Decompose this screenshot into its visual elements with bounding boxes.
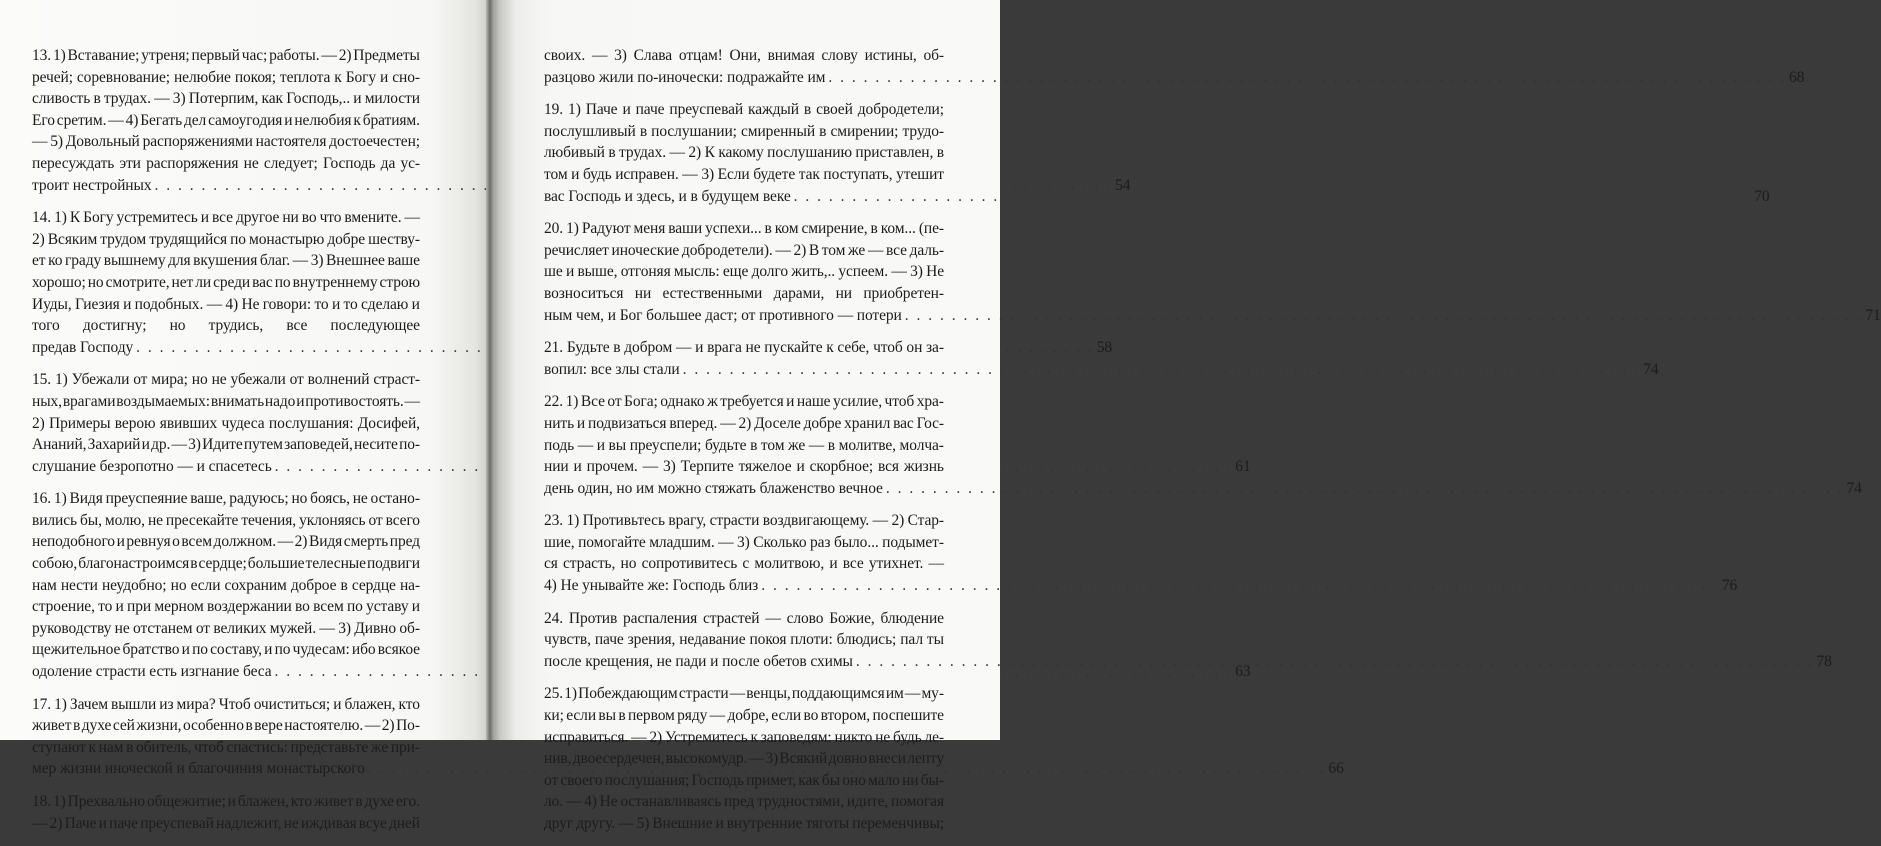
page-number: 58 — [1096, 338, 1113, 356]
toc-entry-text: троит нестройных — [32, 176, 152, 194]
toc-entry-line: ступают к нам в обитель, чтоб спастись: представьте же при- — [32, 738, 420, 756]
toc-entry-line: 17. 1) Зачем вышли из мира? Чтоб очиститься; и блажен, кто — [32, 695, 420, 713]
book-gutter — [486, 0, 494, 740]
toc-entry-line: 24. Против распаления страстей — слово Божие, блюдение — [544, 609, 944, 627]
toc-entry-last-line — [544, 359, 1659, 381]
page-number: 71 — [1865, 306, 1881, 324]
toc-entry-line: 2) Всяким трудом трудящийся по монастырю добре шеству- — [32, 230, 420, 248]
toc-entry-line: 2) Примеры верою явивших чудеса послушания: Досифей, — [32, 414, 420, 432]
toc-entry-line: 20. 1) Радуют меня ваши успехи... в ком смирение, в ком... (пе- — [544, 220, 944, 238]
toc-entry-text: предав Господу — [32, 338, 134, 356]
toc-entry-line: 25. 1) Побеждающим страсти — венцы, поддающимся им — му- — [544, 685, 944, 703]
toc-entry-line: возноситься ни естественными дарами, ни приобретен- — [544, 284, 944, 302]
toc-entry-line: нии и прочем. — 3) Терпите тяжелое и скорбное; вся жизнь — [544, 458, 944, 476]
toc-entry-line: неподобного и ревнуя о всем должном. — 2) Видя смерть пред — [32, 533, 420, 551]
toc-entry-line: нить и подвизаться вперед. — 2) Доселе добре хранил вас Гос- — [544, 414, 944, 432]
toc-entry-line: сливость в трудах. — 3) Потерпим, как Господь,.. и милости — [32, 90, 420, 108]
toc-entry-line: — 2) Паче и паче преуспевай надлежит, не иждивая всуе дней — [32, 814, 420, 832]
toc-entry-line: собою, благонастроимся в сердце; большие телесные подвиги — [32, 555, 420, 573]
toc-entry-line: своих. — 3) Слава отцам! Они, внимая слову истины, об- — [544, 47, 944, 64]
toc-entry-line: Его сретим. — 4) Бегать дел самоугодия и нелюбия к братиям. — [32, 111, 420, 129]
toc-entry-line: вились бы, молю, не пресекайте течения, уклоняясь от всего — [32, 511, 420, 529]
toc-entry-line: ше и выше, отгоняя мысль: еще долго жить,.. успеем. — 3) Не — [544, 263, 944, 281]
toc-entry-line: нам нести неудобно; но если сохраним доброе в сердце на- — [32, 576, 420, 594]
toc-entry-line: руководству не отстанем от великих мужей. — 3) Дивно об- — [32, 619, 420, 637]
toc-entry-line: 13. 1) Вставание; утреня; первый час; работы. — 2) Предметы — [32, 47, 420, 64]
toc-entry-line: 22. 1) Все от Бога; однако ж требуется и наше усилие, чтоб хра- — [544, 393, 944, 411]
page-number: 74 — [1846, 479, 1862, 497]
toc-entry-line: 16. 1) Видя преуспеяние ваше, радуюсь; но боясь, не остано- — [32, 490, 420, 508]
toc-entry-line: подь — и вы преуспели; будьте в том же — в молитве, молча- — [544, 436, 944, 454]
toc-entry-line: ло. — 4) Не останавливаясь пред трудностями, идите, помогая — [544, 793, 944, 811]
toc-entry-line: чувств, паче зрения, недавание покоя плоти: блюдись; пал ты — [544, 631, 944, 649]
toc-entry-text: 4) Не унывайте же: Господь близ — [544, 577, 759, 595]
toc-entry-text: ным чем, и Бог большее даст; от противного — потери — [544, 306, 902, 324]
toc-entry-line: речей; соревнование; нелюбие покоя; теплота к Богу и сно- — [32, 68, 420, 86]
toc-entry-last-line — [544, 575, 1738, 597]
toc-entry-line: 19. 1) Паче и паче преуспевай каждый в своей добродетели; — [544, 101, 944, 119]
page-number: 70 — [1754, 187, 1770, 205]
toc-entry-last-line — [544, 305, 1881, 327]
toc-entry-text: мер жизни иноческой и благочиния монастырского — [32, 760, 365, 778]
dot-leader — [683, 359, 1641, 381]
dot-leader — [856, 651, 1814, 673]
toc-entry-text: одоление страсти есть изгнание беса — [32, 663, 272, 681]
page-number: 74 — [1643, 360, 1659, 378]
page-number: 63 — [1235, 663, 1251, 681]
toc-entry-line: друг другу. — 5) Внешние и внутренние тяготы переменчивы; — [544, 815, 944, 832]
page-number: 66 — [1328, 760, 1344, 778]
toc-entry-line: ет ко граду вышнему для вкушения благ. — 3) Внешнее ваше — [32, 252, 420, 270]
toc-entry-line: ки; если вы в первом ряду — добре, если во втором, поспешите — [544, 707, 944, 725]
dot-leader — [905, 305, 1863, 327]
toc-entry-text: день один, но им можно стяжать блаженство вечное — [544, 479, 883, 497]
toc-entry-line: строение, то и при мерном воздержании во всем по уставу и — [32, 598, 420, 616]
toc-entry-line: нив, двоесердечен, высокомудр. — 3) Всякий довно внеси лепту — [544, 750, 944, 768]
toc-entry-line: пересуждать эти распоряжения не следует; Господь да ус- — [32, 154, 420, 172]
toc-entry-last-line — [544, 186, 1770, 208]
toc-entry-line: 21. Будьте в добром — и врага не пускайте к себе, чтоб он за- — [544, 339, 944, 357]
toc-entry-line: хорошо; но смотрите, нет ли среди вас по внутреннему строю — [32, 273, 420, 291]
toc-entry-line: от своего послушания; Господь примет, как бы оно мало ни бы- — [544, 771, 944, 789]
page-number: 68 — [1789, 68, 1805, 86]
dot-leader — [761, 575, 1719, 597]
toc-entry-last-line — [544, 478, 1862, 500]
toc-entry-last-line — [544, 67, 1805, 89]
toc-entry — [544, 218, 1881, 326]
toc-entry — [32, 791, 420, 834]
dot-leader — [886, 478, 1844, 500]
toc-entry-line: Ананий, Захарий и др. — 3) Идите путем заповедей, несите по- — [32, 436, 420, 454]
toc-entry — [544, 683, 944, 834]
toc-entry-line: послушливый в послушании; смиренный в смирении; трудо- — [544, 122, 944, 140]
toc-entry-line: 23. 1) Противьтесь врагу, страсти воздвигающему. — 2) Стар- — [544, 512, 944, 530]
toc-entry-line: Иуды, Гиезия и подобных. — 4) Не говори: то и то сделаю и — [32, 295, 420, 313]
page-number: 54 — [1115, 176, 1131, 194]
page-number: 78 — [1816, 652, 1832, 670]
toc-entry-line: исправиться. — 2) Устремитесь к заповедям: никто не будь ле- — [544, 728, 944, 746]
toc-entry-line: ся страсть, но сопротивитесь с молитвою, и все утихнет. — — [544, 555, 944, 573]
page-number: 61 — [1235, 457, 1251, 475]
toc-entry-line: ных, врагами воздымаемых: внимать надо и противостоять. — — [32, 392, 420, 410]
toc-entry-text: вас Господь и здесь, и в будущем веке — [544, 187, 791, 205]
dot-leader — [794, 186, 1752, 208]
toc-entry — [544, 45, 1805, 88]
toc-entry-text: вопил: все злы стали — [544, 360, 680, 378]
toc-entry-line: щежительное братство и по составу, и по чудесам: ибо всякое — [32, 641, 420, 659]
toc-entry-text: слушание безропотно — и спасетесь — [32, 457, 272, 475]
toc-entry-line: того достигну; но трудись, все последующее — [32, 317, 420, 335]
toc-entry-line: любивый в трудах. — 2) К какому послушанию приставлен, в — [544, 144, 944, 162]
toc-entry-line: 18. 1) Прехвально общежитие; и блажен, кто живет в духе его. — [32, 793, 420, 810]
dot-leader — [828, 67, 1786, 89]
toc-entry-line: — 5) Довольный распоряжениями настоятеля достоечестен; — [32, 133, 420, 151]
toc-entry-line: шие, помогайте младшим. — 3) Сколько раз было... подымет- — [544, 533, 944, 551]
toc-entry-line: 14. 1) К Богу устремитесь и все другое ни во что вмените. — — [32, 209, 420, 227]
page-number: 76 — [1721, 577, 1738, 595]
toc-entry-line: речисляет иноческие добродетели). — 2) В том же — все даль- — [544, 241, 944, 259]
toc-entry-text: разцово жили по-иночески: подражайте им — [544, 68, 826, 86]
toc-entry-text: после крещения, не пади и после обетов схимы — [544, 652, 853, 670]
toc-entry-line: 15. 1) Убежали от мира; но не убежали от волнений страст- — [32, 371, 420, 389]
toc-entry-line: живет в духе сей жизни, особенно в вере настоятелю. — 2) По- — [32, 717, 420, 735]
toc-entry — [544, 510, 1738, 596]
toc-entry-line: том и будь исправен. — 3) Если будете так поступать, утешит — [544, 165, 944, 183]
